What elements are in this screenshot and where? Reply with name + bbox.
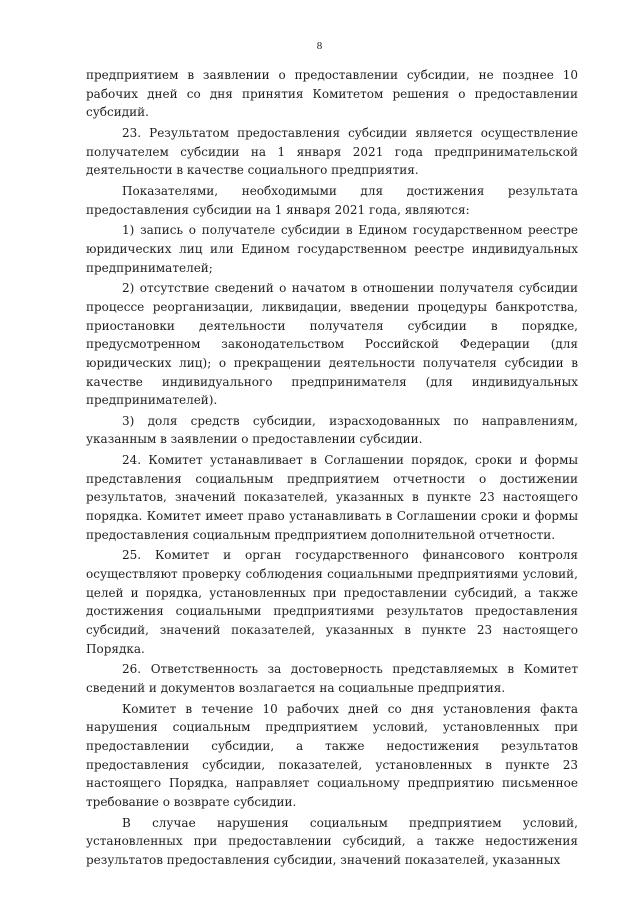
paragraph: Показателями, необходимыми для достижения результата предоставления субсидии на 1 января 2021 года, являются: bbox=[86, 183, 578, 217]
document-body bbox=[86, 66, 578, 872]
paragraph: Комитет в течение 10 рабочих дней со дня установления факта нарушения социальным предприятием условий, установленных при предоставлении субсидии, а также недостижения результатов предоставления субсидии, показателей, установленных в пункте 23 настоящего Порядка, направляет социальному предприятию письменное требование о возврате субсидии. bbox=[86, 701, 578, 809]
list-item-2: 2) отсутствие сведений о начатом в отношении получателя субсидии процессе реорганизации, ликвидации, введении процедуры банкротства, приостановки деятельности получателя субсидии в порядке, предусмотренном законодательством Российской Федерации (для юридических лиц); о прекращении деятельности получателя субсидии в качестве индивидуального предпринимателя (для индивидуальных предпринимателей). bbox=[86, 281, 578, 408]
list-item-3: 3) доля средств субсидии, израсходованных по направлениям, указанным в заявлении о предоставлении субсидии. bbox=[86, 413, 578, 447]
paragraph-23: 23. Результатом предоставления субсидии является осуществление получателем субсидии на 1 января 2021 года предпринимательской деятельности в качестве социального предприятия. bbox=[86, 125, 578, 178]
paragraph: предприятием в заявлении о предоставлении субсидии, не позднее 10 рабочих дней со дня принятия Комитетом решения о предоставлении субсидий. bbox=[86, 68, 578, 120]
paragraph-24: 24. Комитет устанавливает в Соглашении порядок, сроки и формы представления социальным предприятием отчетности о достижении результатов, значений показателей, указанных в пункте 23 настоящего порядка. Комитет имеет право устанавливать в Соглашении сроки и формы предоставления социальным предприятием дополнительной отчетности. bbox=[86, 453, 578, 542]
paragraph-25: 25. Комитет и орган государственного финансового контроля осуществляют проверку соблюдения социальными предприятиями условий, целей и порядка, установленных при предоставлении субсидий, а также достижения социальными предприятиями результатов предоставления субсидий, значений показателей, указанных в пункте 23 настоящего Порядка. bbox=[86, 548, 578, 656]
paragraph-26: 26. Ответственность за достоверность представляемых в Комитет сведений и документов возлагается на социальные предприятия. bbox=[86, 662, 578, 695]
page-number: 8 bbox=[316, 40, 323, 52]
list-item-1: 1) запись о получателе субсидии в Едином государственном реестре юридических лиц или Едином государственном реестре индивидуальных предпринимателей; bbox=[86, 223, 578, 275]
paragraph: В случае нарушения социальным предприятием условий, установленных при предоставлении субсидий, а также недостижения результатов предоставления субсидии, значений показателей, указанных bbox=[86, 815, 578, 867]
